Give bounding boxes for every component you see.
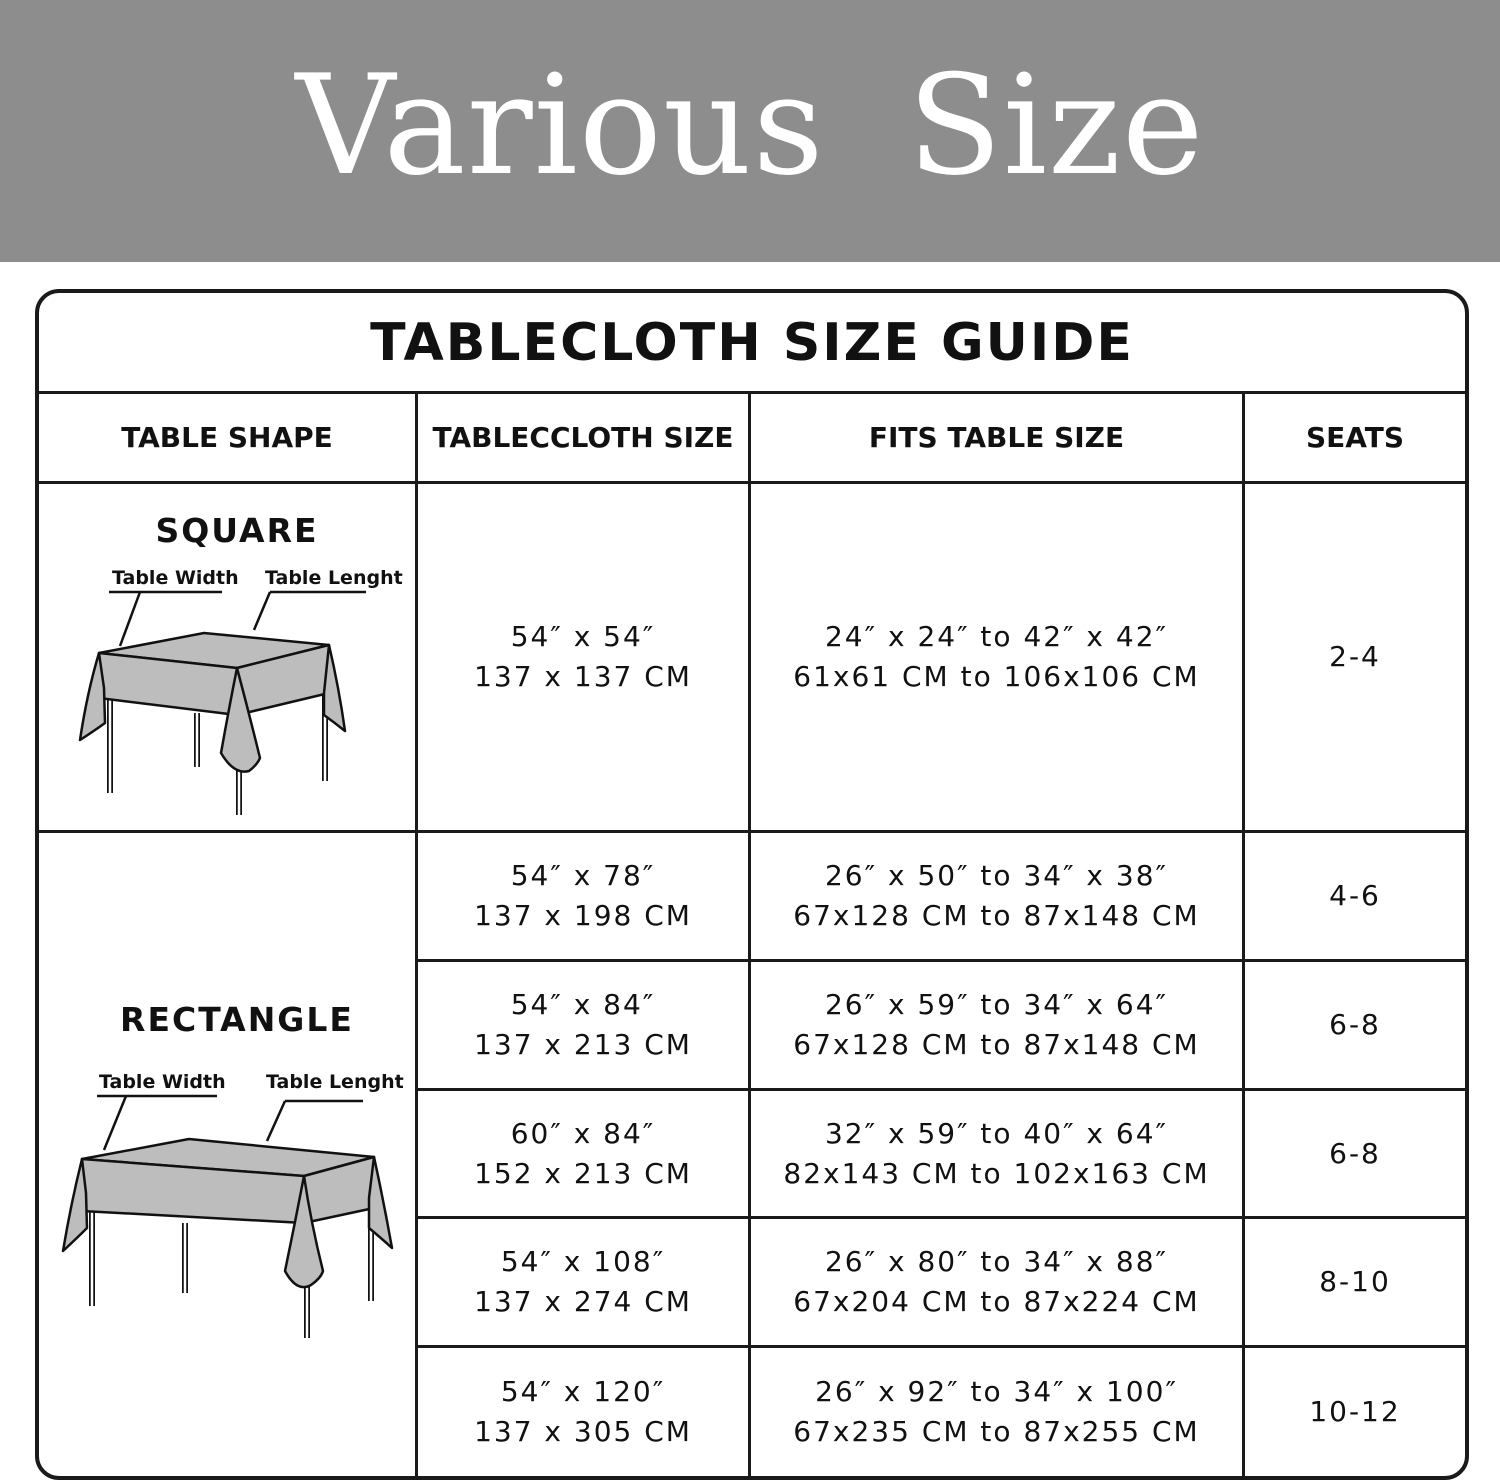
cloth-size-cell — [418, 833, 748, 959]
table-length-label: Table Lenght — [265, 567, 403, 589]
header-tablecloth-size: TABLECCLOTH SIZE — [432, 421, 734, 454]
cloth-size-inches: 54″ x 78″ — [510, 859, 656, 892]
guide-title: TABLECLOTH SIZE GUIDE — [370, 313, 1134, 373]
seats-cell: 6-8 — [1329, 1008, 1381, 1041]
cloth-size-inches: 54″ x 54″ — [510, 620, 656, 653]
seats-cell: 4-6 — [1329, 879, 1381, 912]
cloth-size-inches: 54″ x 108″ — [500, 1245, 666, 1278]
fits-size-inches: 26″ x 59″ to 34″ x 64″ — [824, 988, 1168, 1021]
cloth-size-inches: 60″ x 84″ — [510, 1116, 656, 1150]
shape-name-rectangle: RECTANGLE — [120, 1000, 354, 1039]
fits-size-cm: 67x204 CM to 87x224 CM — [793, 1285, 1200, 1318]
cloth-size-cell — [418, 1348, 748, 1476]
fits-size-cell — [751, 1348, 1242, 1476]
fits-size-cell — [751, 1219, 1242, 1345]
fits-size-inches: 24″ x 24″ to 42″ x 42″ — [824, 620, 1168, 653]
cloth-size-cell — [418, 1219, 748, 1345]
fits-size-inches: 26″ x 80″ to 34″ x 88″ — [824, 1245, 1168, 1278]
fits-size-inches: 26″ x 92″ to 34″ x 100″ — [815, 1375, 1178, 1408]
seats-cell: 6-8 — [1329, 1136, 1381, 1170]
cloth-size-inches: 54″ x 120″ — [500, 1375, 666, 1408]
cloth-size-cm: 137 x 213 CM — [474, 1028, 692, 1061]
cloth-size-cm: 152 x 213 CM — [474, 1156, 692, 1190]
size-guide-table — [35, 289, 1469, 1480]
seats-cell: 10-12 — [1309, 1395, 1401, 1428]
table-width-label: Table Width — [99, 1071, 226, 1093]
fits-size-cm: 61x61 CM to 106x106 CM — [793, 660, 1200, 693]
shape-name-square: SQUARE — [155, 511, 319, 550]
rectangle-table-illustration — [39, 293, 415, 1480]
fits-size-cm: 82x143 CM to 102x163 CM — [783, 1156, 1210, 1190]
cloth-size-cell — [418, 962, 748, 1088]
cloth-size-cell — [418, 484, 748, 830]
fits-size-cell — [751, 833, 1242, 959]
table-length-label: Table Lenght — [266, 1071, 404, 1093]
header-fits-table-size: FITS TABLE SIZE — [868, 421, 1125, 454]
cloth-size-cell — [418, 1091, 748, 1216]
fits-size-cell — [751, 484, 1242, 830]
fits-size-cm: 67x128 CM to 87x148 CM — [793, 1028, 1200, 1061]
header-seats: SEATS — [1305, 421, 1405, 454]
cloth-size-cm: 137 x 305 CM — [474, 1415, 692, 1448]
seats-cell: 8-10 — [1319, 1265, 1391, 1298]
fits-size-cell — [751, 962, 1242, 1088]
banner-title: Various Size — [295, 45, 1205, 206]
cloth-size-cm: 137 x 198 CM — [474, 899, 692, 932]
header-table-shape: TABLE SHAPE — [121, 421, 333, 454]
seats-cell: 2-4 — [1329, 640, 1381, 673]
fits-size-inches: 26″ x 50″ to 34″ x 38″ — [824, 859, 1168, 892]
fits-size-cm: 67x235 CM to 87x255 CM — [793, 1415, 1200, 1448]
cloth-size-cm: 137 x 274 CM — [474, 1285, 692, 1318]
fits-size-cm: 67x128 CM to 87x148 CM — [793, 899, 1200, 932]
table-width-label: Table Width — [112, 567, 239, 589]
header-banner — [0, 0, 1500, 262]
cloth-size-inches: 54″ x 84″ — [510, 988, 656, 1021]
fits-size-inches: 32″ x 59″ to 40″ x 64″ — [824, 1116, 1168, 1150]
fits-size-cell — [751, 1091, 1242, 1216]
cloth-size-cm: 137 x 137 CM — [474, 660, 692, 693]
